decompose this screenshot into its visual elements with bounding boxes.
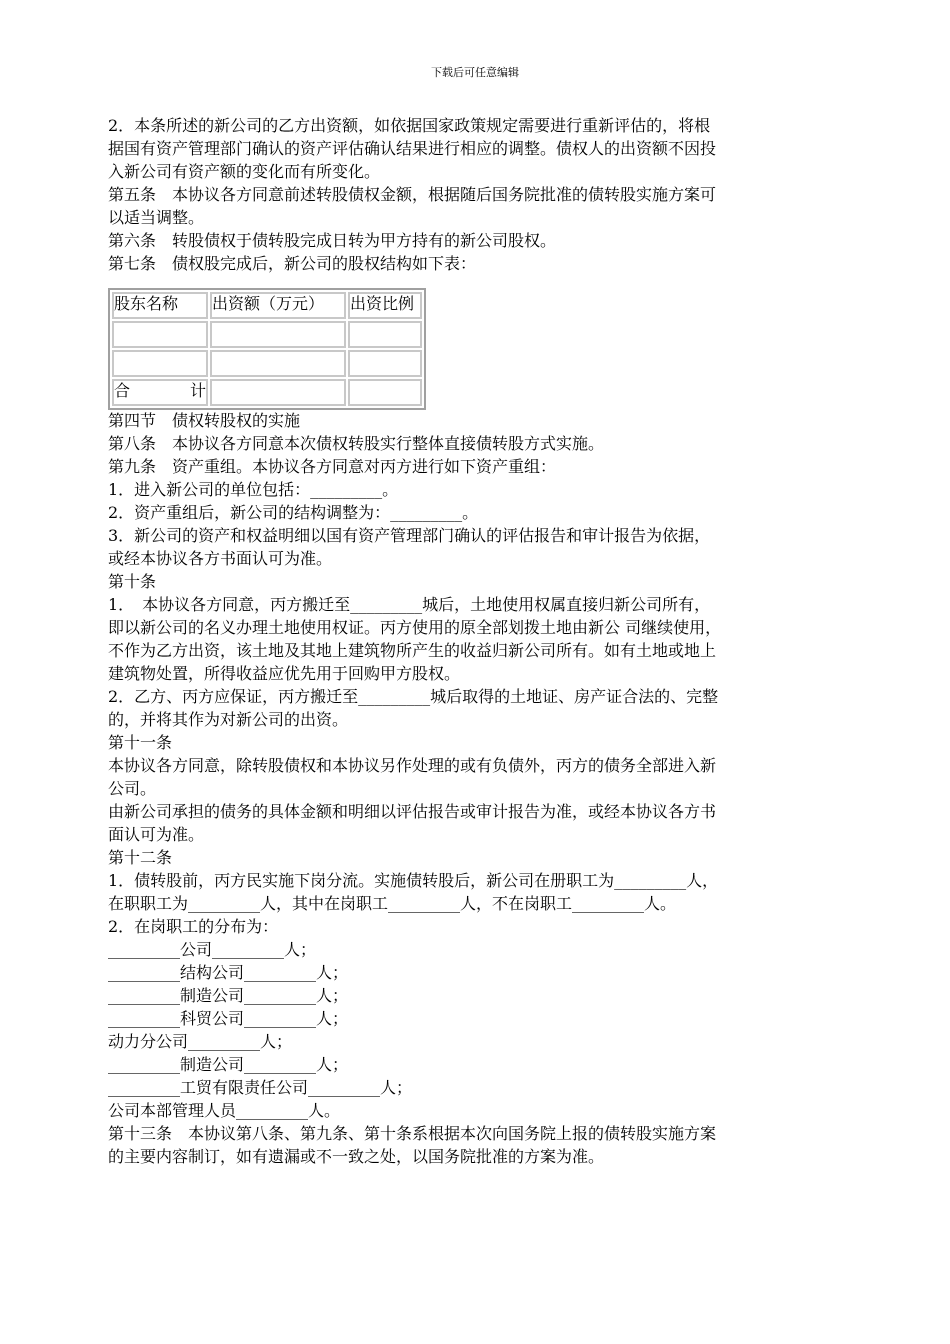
paragraph-line: 据国有资产管理部门确认的资产评估确认结果进行相应的调整。债权人的出资额不因投: [108, 139, 717, 158]
paragraph-line: 即以新公司的名义办理土地使用权证。丙方使用的原全部划拨土地由新公 司继续使用，: [108, 618, 722, 637]
paragraph-line: 的主要内容制订，如有遗漏或不一致之处，以国务院批准的方案为准。: [108, 1147, 605, 1166]
paragraph-line: 公司。: [108, 779, 157, 798]
table-cell: [210, 379, 346, 406]
table-total-label: [112, 379, 208, 406]
staff-distribution-line: _________工贸有限责任公司_________人；: [108, 1078, 413, 1097]
staff-distribution-line: _________公司_________人；: [108, 940, 317, 959]
equity-structure-table: [108, 288, 426, 410]
table-cell: [348, 350, 422, 377]
paragraph-line: 由新公司承担的债务的具体金额和明细以评估报告或审计报告为准，或经本协议各方书: [108, 802, 717, 821]
article-11-heading: 第十一条: [108, 733, 173, 752]
table-cell: [112, 350, 208, 377]
paragraph-line: 2．资产重组后，新公司的结构调整为：_________。: [108, 503, 479, 522]
staff-distribution-line: 公司本部管理人员_________人。: [108, 1101, 341, 1120]
paragraph-line: 入新公司有资产额的变化而有所变化。: [108, 162, 381, 181]
paragraph-line: 以适当调整。: [108, 208, 205, 227]
staff-distribution-line: _________科贸公司_________人；: [108, 1009, 349, 1028]
paragraph-line: 3．新公司的资产和权益明细以国有资产管理部门确认的评估报告和审计报告为依据，: [108, 526, 711, 545]
table-cell: [112, 321, 208, 348]
paragraph-line: 面认可为准。: [108, 825, 205, 844]
table-row: [112, 350, 422, 377]
paragraph-line: 1． 本协议各方同意，丙方搬迁至_________城后，土地使用权属直接归新公司所有，: [108, 595, 711, 614]
paragraph-line: 或经本协议各方书面认可为准。: [108, 549, 333, 568]
section-b: [108, 409, 838, 1168]
table-cell: [348, 379, 422, 406]
paragraph-line: 1．债转股前，丙方民实施下岗分流。实施债转股后，新公司在册职工为_________人，: [108, 871, 719, 890]
paragraph-line: 建筑物处置，所得收益应优先用于回购甲方股权。: [108, 664, 461, 683]
table-header-shareholder: 股东名称: [112, 292, 208, 319]
equity-table-wrapper: [108, 287, 838, 411]
article-10-heading: 第十条: [108, 572, 157, 591]
paragraph-line: 在职职工为_________人，其中在岗职工_________人，不在岗职工_________人。: [108, 894, 677, 913]
table-row: [112, 321, 422, 348]
staff-distribution-line: _________制造公司_________人；: [108, 986, 349, 1005]
paragraph-line: 的，并将其作为对新公司的出资。: [108, 710, 349, 729]
article-6: 第六条 转股债权于债转股完成日转为甲方持有的新公司股权。: [108, 231, 557, 250]
paragraph-line: 2．在岗职工的分布为：: [108, 917, 279, 936]
section-heading: 第四节 债权转股权的实施: [108, 411, 301, 430]
article-8: 第八条 本协议各方同意本次债权转股实行整体直接债转股方式实施。: [108, 434, 605, 453]
article-12-heading: 第十二条: [108, 848, 173, 867]
staff-distribution-line: _________制造公司_________人；: [108, 1055, 349, 1074]
article-9: 第九条 资产重组。本协议各方同意对丙方进行如下资产重组：: [108, 457, 557, 476]
paragraph-line: 不作为乙方出资，该土地及其地上建筑物所产生的收益归新公司所有。如有土地或地上: [108, 641, 717, 660]
table-cell: [210, 350, 346, 377]
table-total-row: [112, 379, 422, 406]
article-7: 第七条 债权股完成后，新公司的股权结构如下表：: [108, 254, 477, 273]
section-a: [108, 114, 838, 275]
table-header-ratio: 出资比例: [348, 292, 422, 319]
table-header-row: [112, 292, 422, 319]
article-13: 第十三条 本协议第八条、第九条、第十条系根据本次向国务院上报的债转股实施方案: [108, 1124, 717, 1143]
paragraph-line: 本协议各方同意，除转股债权和本协议另作处理的或有负债外，丙方的债务全部进入新: [108, 756, 717, 775]
article-5: 第五条 本协议各方同意前述转股债权金额，根据随后国务院批准的债转股实施方案可: [108, 185, 717, 204]
total-label-left: 合: [114, 381, 131, 400]
table-cell: [210, 321, 346, 348]
total-label-right: 计: [189, 381, 206, 400]
staff-distribution-line: _________结构公司_________人；: [108, 963, 349, 982]
table-header-amount: 出资额（万元）: [210, 292, 346, 319]
paragraph-line: 2．乙方、丙方应保证，丙方搬迁至_________城后取得的土地证、房产证合法的、完整: [108, 687, 719, 706]
table-cell: [348, 321, 422, 348]
paragraph-line: 2．本条所述的新公司的乙方出资额，如依据国家政策规定需要进行重新评估的，将根: [108, 116, 711, 135]
page-header-watermark: 下载后可任意编辑: [431, 66, 519, 79]
staff-distribution-line: 动力分公司_________人；: [108, 1032, 293, 1051]
paragraph-line: 1．进入新公司的单位包括：_________。: [108, 480, 399, 499]
